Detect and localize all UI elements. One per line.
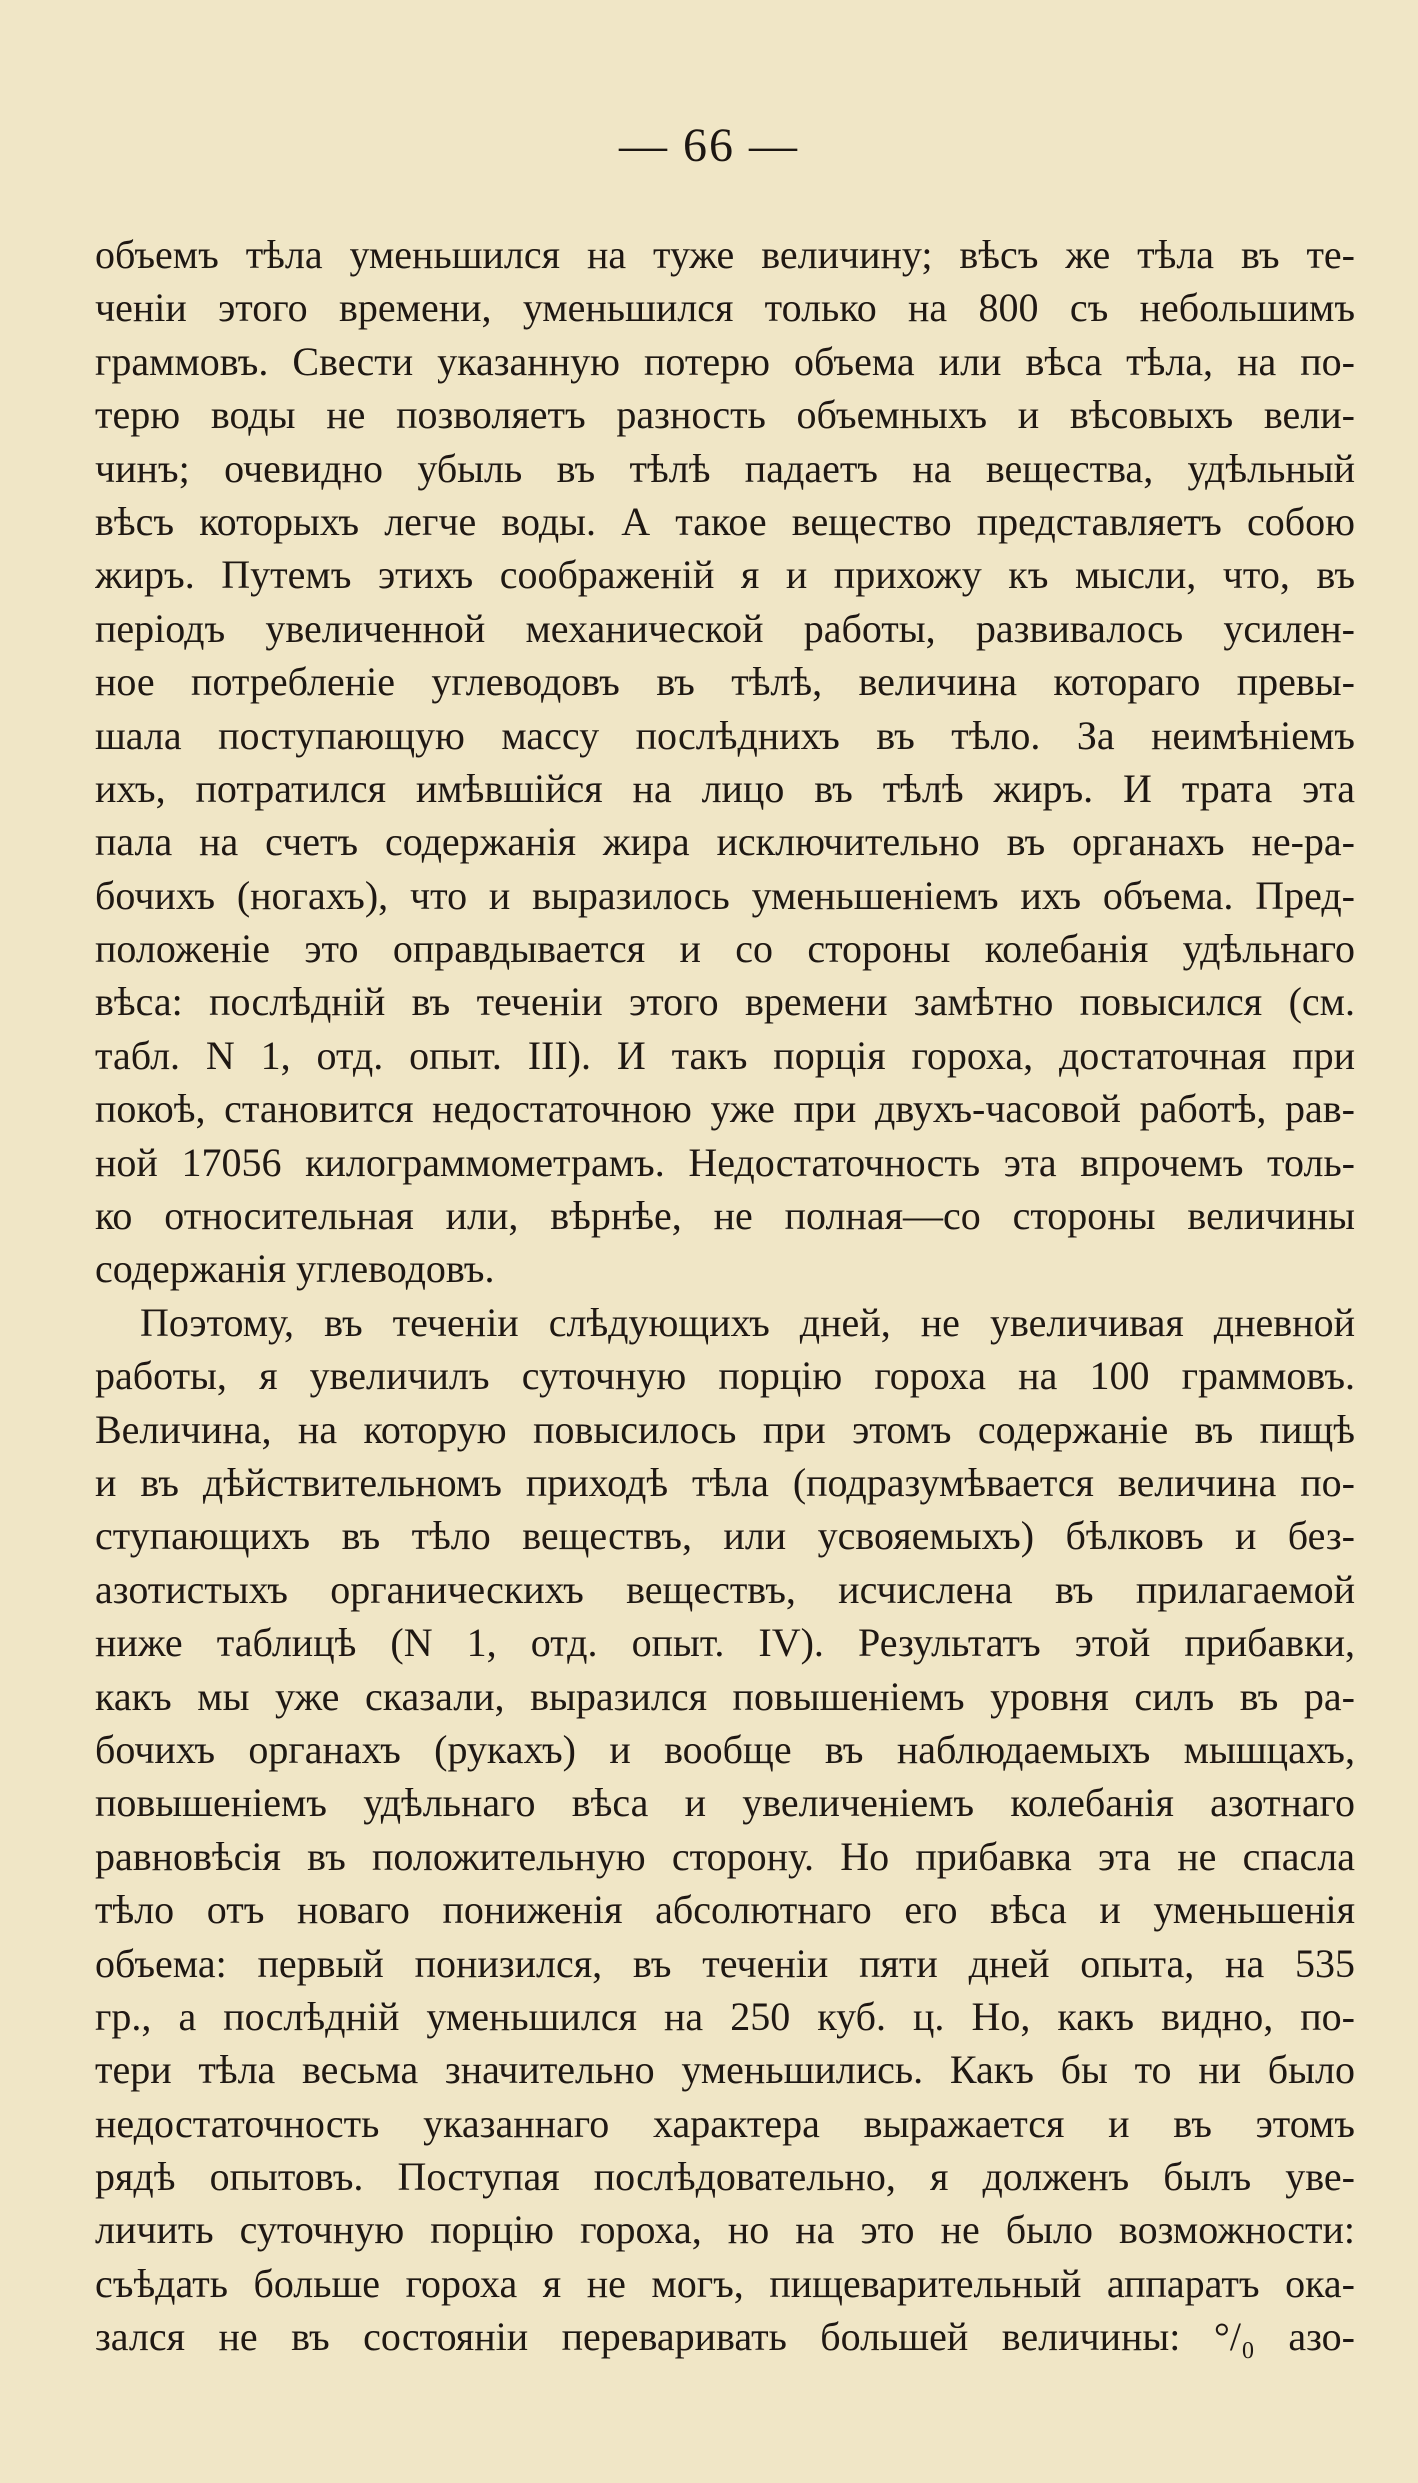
text-line: вѣса: послѣдній въ теченіи этого времени замѣтно повысился (см. [95,979,1355,1025]
text-line: положеніе это оправдывается и со стороны колебанія удѣльнаго [95,926,1355,972]
text-line: ное потребленіе углеводовъ въ тѣлѣ, величина котораго превы- [95,659,1355,705]
text-line: ко относительная или, вѣрнѣе, не полная—со стороны величины [95,1193,1355,1239]
text-line: азотистыхъ органическихъ веществъ, исчислена въ прилагаемой [95,1566,1355,1612]
text-line: ной 17056 килограммометрамъ. Недостаточность эта впрочемъ толь- [95,1139,1355,1185]
text-line: личить суточную порцію гороха, но на это не было возможности: [95,2207,1355,2253]
text-line: чинъ; очевидно убыль въ тѣлѣ падаетъ на вещества, удѣльный [95,445,1355,491]
text-line: ченіи этого времени, уменьшился только на 800 съ небольшимъ [95,285,1355,331]
text-line: ниже таблицѣ (N 1, отд. опыт. IV). Результатъ этой прибавки, [95,1620,1355,1666]
text-line: покоѣ, становится недостаточною уже при двухъ-часовой работѣ, рав- [95,1086,1355,1132]
text-line: тѣло отъ новаго пониженія абсолютнаго его вѣса и уменьшенія [95,1887,1355,1933]
text-line: съѣдать больше гороха я не могъ, пищеварительный аппаратъ ока- [95,2260,1355,2306]
paragraph [95,228,1355,1296]
text-line: Величина, на которую повысилось при этомъ содержаніе въ пищѣ [95,1406,1355,1452]
text-line: тери тѣла весьма значительно уменьшились. Какъ бы то ни было [95,2047,1355,2093]
page-number: — 66 — [619,119,799,172]
text-line: граммовъ. Свести указанную потерю объема или вѣса тѣла, на по- [95,338,1355,384]
paragraph [95,1296,1355,2364]
text-line: Поэтому, въ теченіи слѣдующихъ дней, не увеличивая дневной [140,1299,1355,1345]
text-line: какъ мы уже сказали, выразился повышеніемъ уровня силъ въ ра- [95,1673,1355,1719]
text-line: равновѣсія въ положительную сторону. Но прибавка эта не спасла [95,1833,1355,1879]
text-line: ихъ, потратился имѣвшійся на лицо въ тѣлѣ жиръ. И трата эта [95,765,1355,811]
text-line: шала поступающую массу послѣднихъ въ тѣло. За неимѣніемъ [95,712,1355,758]
text-line: табл. N 1, отд. опыт. III). И такъ порція гороха, достаточная при [95,1032,1355,1078]
text-line: повышеніемъ удѣльнаго вѣса и увеличеніемъ колебанія азотнаго [95,1780,1355,1826]
text-line: и въ дѣйствительномъ приходѣ тѣла (подразумѣвается величина по- [95,1459,1355,1505]
text-line: вѣсъ которыхъ легче воды. А такое вещество представляетъ собою [95,498,1355,544]
text-line: бочихъ органахъ (рукахъ) и вообще въ наблюдаемыхъ мышцахъ, [95,1726,1355,1772]
text-line: объемъ тѣла уменьшился на туже величину; вѣсъ же тѣла въ те- [95,232,1355,277]
text-line: рядѣ опытовъ. Поступая послѣдовательно, я долженъ былъ уве- [95,2154,1355,2200]
text-line: ступающихъ въ тѣло веществъ, или усвояемыхъ) бѣлковъ и без- [95,1513,1355,1559]
text-line: терю воды не позволяетъ разность объемныхъ и вѣсовыхъ вели- [95,392,1355,438]
text-line: содержанія углеводовъ. [95,1246,495,1292]
text-line: зался не въ состояніи переваривать большей величины: °/₀ азо- [95,2314,1355,2360]
text-line: бочихъ (ногахъ), что и выразилось уменьшеніемъ ихъ объема. Пред- [95,872,1355,918]
text-line: періодъ увеличенной механической работы, развивалось усилен- [95,605,1355,651]
text-line: гр., а послѣдній уменьшился на 250 куб. ц. Но, какъ видно, по- [95,1993,1355,2039]
text-line: объема: первый понизился, въ теченіи пяти дней опыта, на 535 [95,1940,1355,1986]
text-line: работы, я увеличилъ суточную порцію гороха на 100 граммовъ. [95,1353,1355,1399]
body-text [95,228,1355,2364]
text-line: пала на счетъ содержанія жира исключительно въ органахъ не-ра- [95,819,1355,865]
text-line: недостаточность указаннаго характера выражается и въ этомъ [95,2100,1355,2146]
text-line: жиръ. Путемъ этихъ соображеній я и прихожу къ мысли, что, въ [95,552,1355,598]
